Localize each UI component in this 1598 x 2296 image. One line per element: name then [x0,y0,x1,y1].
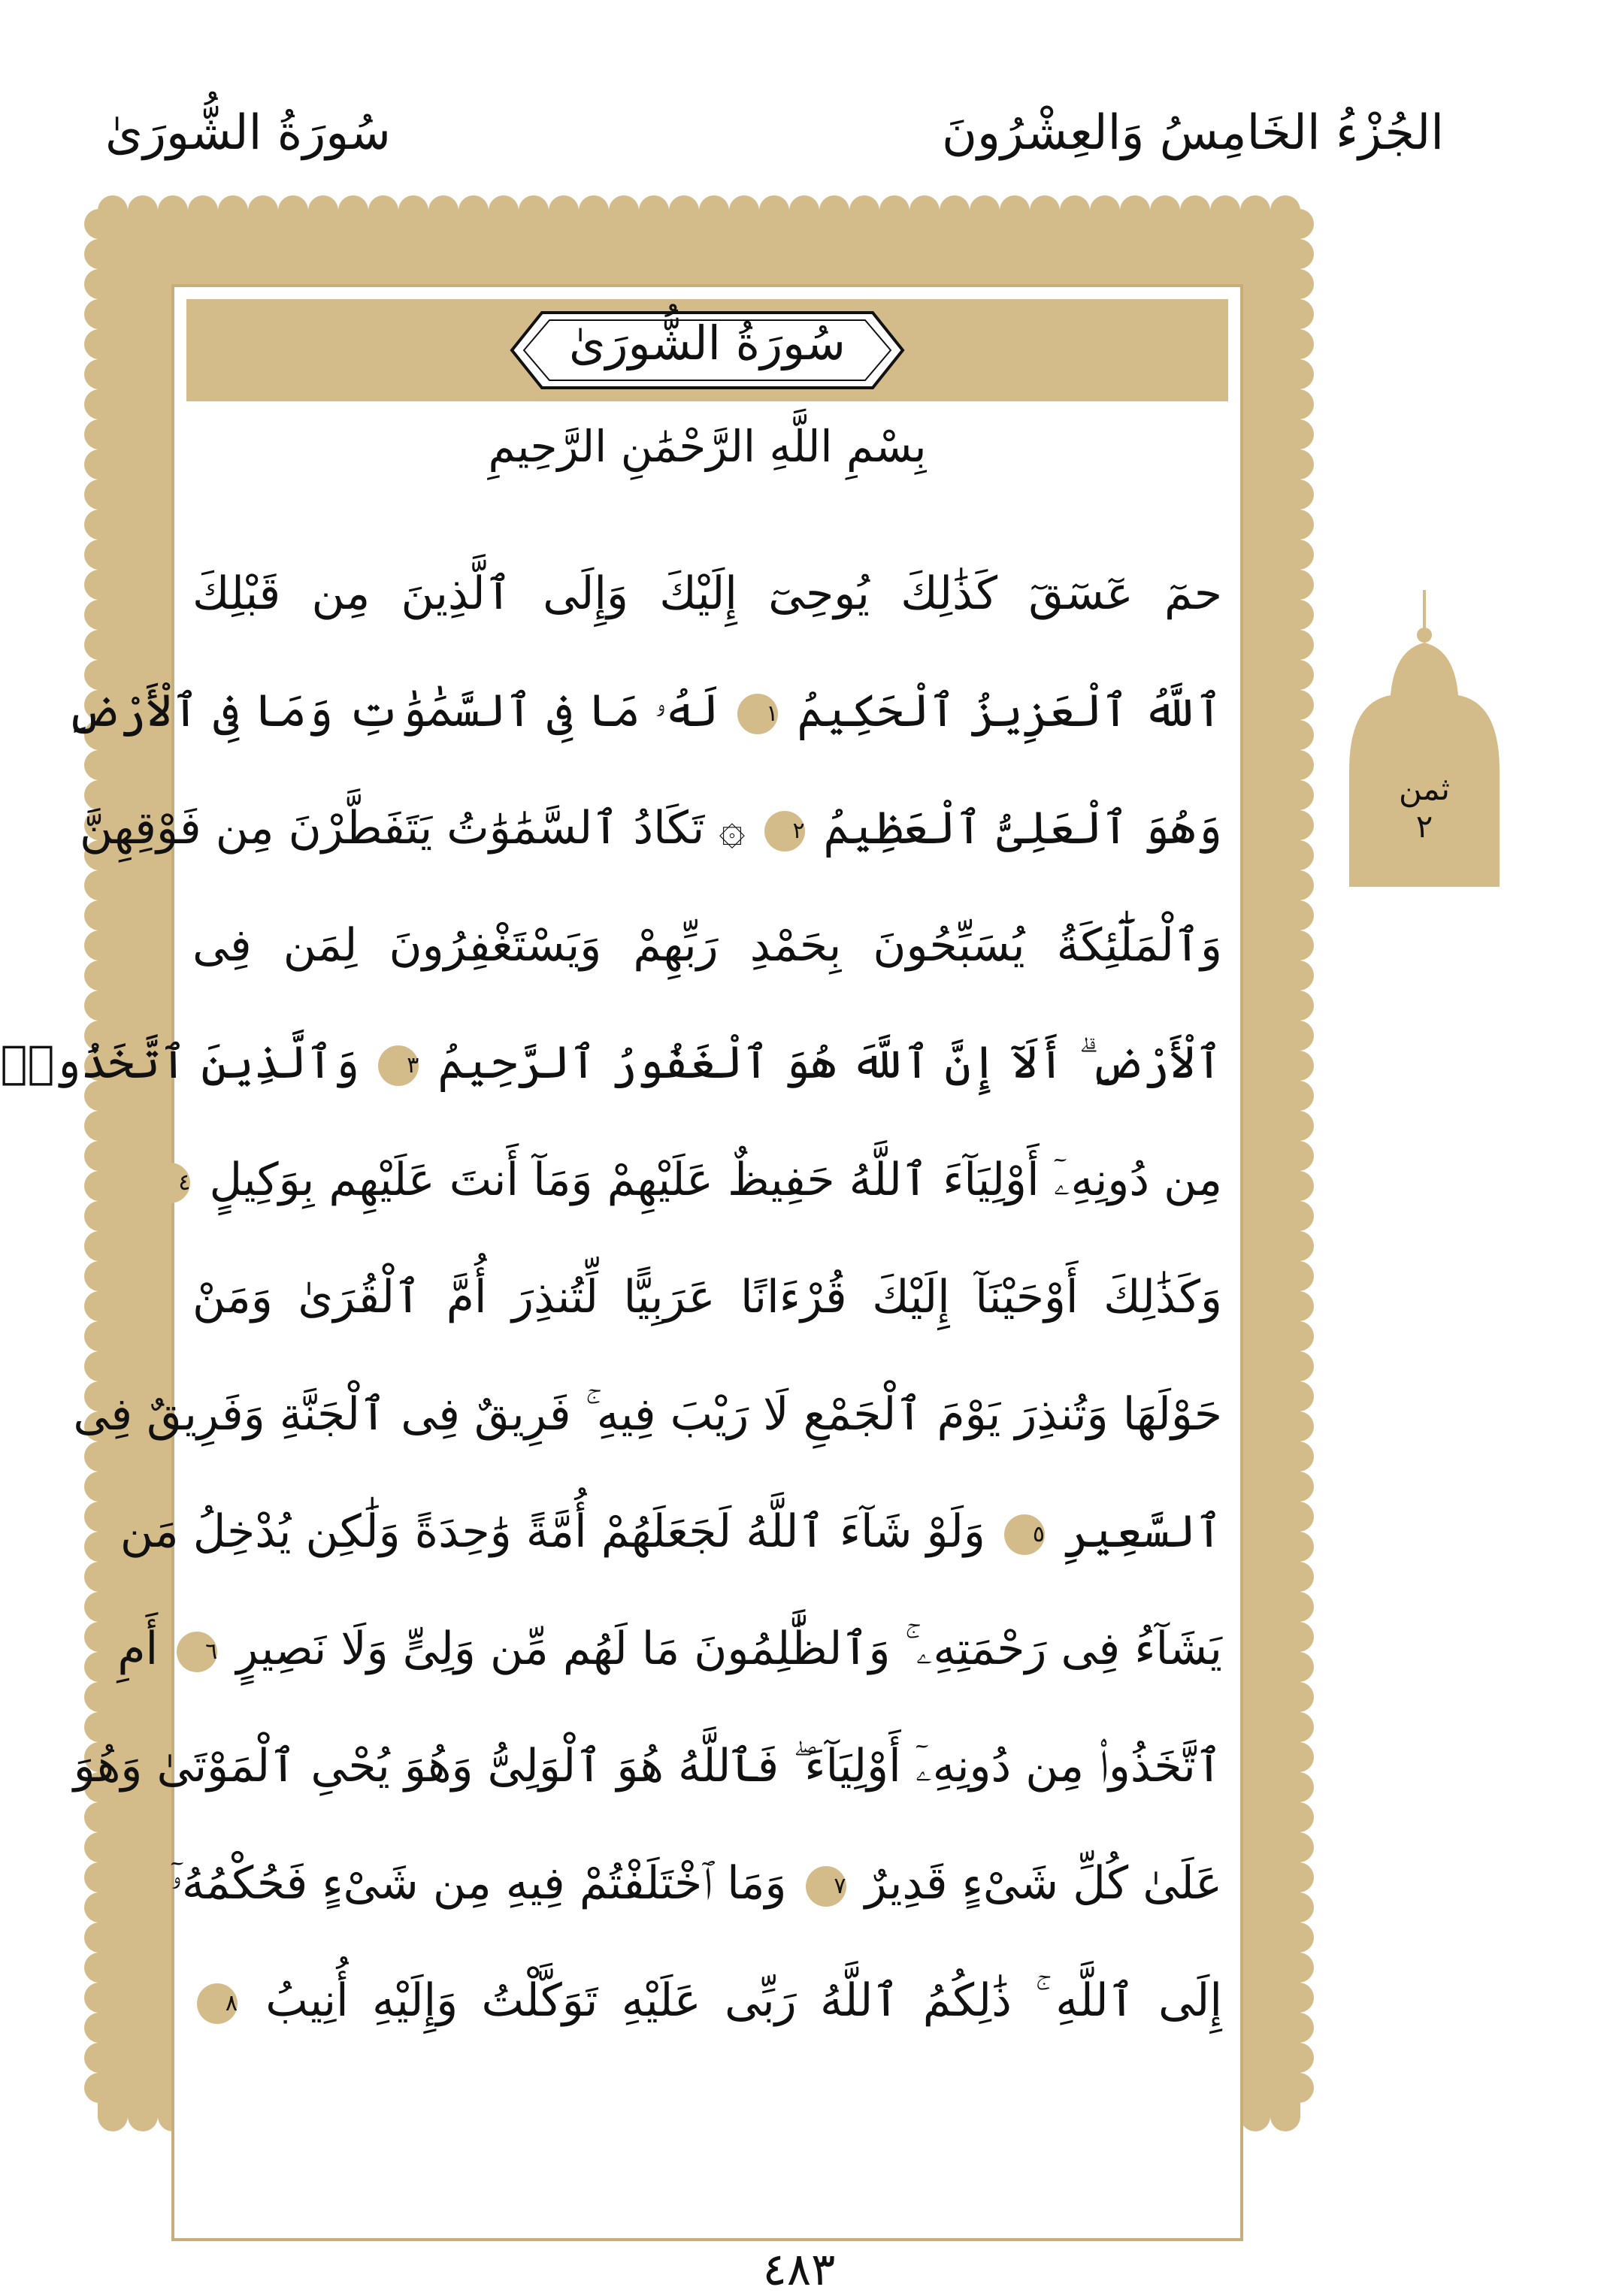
frame-scallop [1284,329,1314,359]
frame-scallop [1284,1802,1314,1832]
frame-scallop [84,2013,114,2043]
frame-scallop [1284,780,1314,810]
frame-scallop [84,449,114,479]
frame-scallop [1240,2101,1270,2131]
verse-text: عَلَىٰ كُلِّ شَىْءٍ قَدِيرٌ [864,1857,1222,1910]
verse-line [192,535,1222,652]
frame-scallop [84,1201,114,1231]
verse-line [120,1473,1222,1590]
verse-text: ٱلْأَرْضِ ۗ أَلَآ إِنَّ ٱللَّهَ هُوَ ٱلْغَفُورُ ٱلرَّحِيمُ [437,1036,1222,1089]
frame-scallop [1284,810,1314,840]
verse-text: أَمِ [117,1623,159,1675]
hizb-marker [1349,590,1500,887]
frame-scallop [669,195,699,225]
frame-scallop [278,195,308,225]
frame-scallop [1284,1742,1314,1772]
frame-scallop [1284,209,1314,239]
frame-scallop [1030,195,1060,225]
frame-scallop [1180,195,1210,225]
verse-number-marker: ٧ [806,1866,846,1907]
frame-scallop [1284,1832,1314,1862]
frame-scallop [1284,1892,1314,1922]
frame-scallop [218,195,248,225]
frame-scallop [1284,419,1314,449]
frame-scallop [1284,389,1314,419]
frame-scallop [1284,2073,1314,2103]
verse-text: ٱللَّهُ ٱلْعَزِيزُ ٱلْحَكِيمُ [797,685,1222,737]
frame-scallop [98,2101,128,2131]
frame-scallop [1284,449,1314,479]
frame-scallop [84,1953,114,1983]
frame-scallop [1284,1562,1314,1592]
frame-scallop [459,195,489,225]
frame-scallop [699,195,729,225]
frame-scallop [1240,195,1270,225]
frame-scallop [879,195,909,225]
frame-scallop [1284,1321,1314,1351]
frame-scallop [1284,600,1314,630]
frame-scallop [84,1652,114,1682]
frame-scallop [1284,1171,1314,1201]
frame-scallop [1284,2013,1314,2043]
verse-number-marker: ٤ [150,1163,190,1203]
frame-scallop [609,195,639,225]
frame-scallop [1284,239,1314,269]
frame-scallop [84,1892,114,1922]
frame-scallop [128,2101,158,2131]
frame-scallop [1284,1141,1314,1171]
verse-text: حَوْلَهَا وَتُنذِرَ يَوْمَ ٱلْجَمْعِ لَا رَيْبَ فِيهِ ۚ فَرِيقٌ فِى ٱلْجَنَّةِ وَفَرِيقٌ فِى [73,1388,1222,1441]
verse-text: لَهُۥ مَا فِى ٱلسَّمَٰوَٰتِ وَمَا فِى ٱلْأَرْضِ [66,685,719,737]
frame-scallop [1284,570,1314,600]
frame-scallop [1284,630,1314,660]
frame-scallop [1284,540,1314,570]
frame-scallop [428,195,459,225]
frame-scallop [1284,720,1314,750]
frame-scallop [1090,195,1120,225]
frame-scallop [1284,1712,1314,1742]
frame-scallop [84,1261,114,1291]
frame-scallop [1284,1953,1314,1983]
verse-number-marker: ٨ [197,1983,238,2024]
frame-scallop [639,195,669,225]
frame-scallop [338,195,368,225]
frame-scallop [1284,1231,1314,1261]
verse-text: ٱلسَّعِيرِ [1064,1505,1222,1558]
frame-scallop [84,1321,114,1351]
verse-text: وَمَا ٱخْتَلَفْتُمْ فِيهِ مِن شَىْءٍ فَحُكْمُهُۥٓ [170,1857,787,1910]
frame-scallop [1284,1592,1314,1622]
frame-scallop [128,195,158,225]
frame-scallop [1284,1983,1314,2013]
hizb-label: ثمن [1399,770,1450,807]
verse-text: وَلَوْ شَآءَ ٱللَّهُ لَجَعَلَهُمْ أُمَّةً وَٰحِدَةً وَلَٰكِن يُدْخِلُ مَن [120,1505,985,1558]
frame-scallop [84,1291,114,1321]
frame-scallop [84,1832,114,1862]
frame-scallop [84,1862,114,1892]
verse-number-marker: ٦ [177,1632,217,1672]
frame-scallop [84,1231,114,1261]
frame-scallop [819,195,849,225]
page-number: ٤٨٣ [762,2243,836,2296]
frame-scallop [1284,2043,1314,2073]
frame-scallop [84,1141,114,1171]
frame-scallop [84,1922,114,1953]
page-content-panel [0,284,1243,2241]
frame-scallop [1270,2101,1300,2131]
frame-scallop [1284,1622,1314,1652]
frame-scallop [1284,299,1314,329]
frame-scallop [729,195,759,225]
basmala: بِسْمِ اللَّهِ الرَّحْمَٰنِ الرَّحِيمِ [488,421,927,472]
verse-text: يَشَآءُ فِى رَحْمَتِهِۦ ۚ وَٱلظَّٰلِمُونَ مَا لَهُم مِّن وَلِىٍّ وَلَا نَصِيرٍ [236,1623,1222,1675]
frame-scallop [248,195,278,225]
surah-header: سُورَةُ الشُّورَىٰ [105,105,391,161]
frame-scallop [1284,479,1314,510]
verse-line [0,1004,1222,1121]
verse-line [73,1356,1222,1473]
verse-line [117,1590,1222,1708]
frame-scallop [579,195,609,225]
frame-scallop [789,195,819,225]
frame-scallop [84,900,114,930]
frame-scallop [84,960,114,991]
frame-scallop [84,479,114,510]
frame-scallop [849,195,879,225]
frame-scallop [188,195,218,225]
frame-scallop [1284,359,1314,389]
verse-line [192,887,1222,1004]
verse-line [66,652,1222,770]
frame-scallop [1284,1351,1314,1381]
frame-scallop [1284,510,1314,540]
frame-scallop [84,540,114,570]
frame-scallop [1284,750,1314,780]
frame-scallop [1000,195,1030,225]
frame-scallop [84,239,114,269]
frame-scallop [1284,1261,1314,1291]
verse-text: ٱتَّخَذُوا۟ مِن دُونِهِۦٓ أَوْلِيَآءَ ۖ فَٱللَّهُ هُوَ ٱلْوَلِىُّ وَهُوَ يُحْىِ ٱلْمَوْتَىٰ وَهُوَ [73,1740,1222,1792]
verse-text: ۞ تَكَادُ ٱلسَّمَٰوَٰتُ يَتَفَطَّرْنَ مِن فَوْقِهِنَّ [79,802,746,855]
frame-scallop [759,195,789,225]
frame-scallop [84,359,114,389]
frame-scallop [1284,1922,1314,1953]
verse-line [178,1121,1222,1239]
frame-scallop [368,195,398,225]
frame-scallop [1284,1381,1314,1411]
frame-scallop [84,419,114,449]
frame-scallop [1284,900,1314,930]
frame-scallop [84,1562,114,1592]
frame-scallop [1284,1021,1314,1051]
surah-title-band [186,299,1228,401]
verse-number-marker: ٢ [764,811,805,852]
verse-line [192,1239,1222,1356]
hizb-number: ٢ [1415,808,1433,845]
frame-scallop [84,1532,114,1562]
frame-scallop [308,195,338,225]
frame-scallop [1284,1051,1314,1081]
verse-lines [0,535,1223,2059]
frame-scallop [1284,660,1314,690]
verse-number-marker: ٣ [378,1045,419,1086]
frame-scallop [84,209,114,239]
frame-scallop [84,1983,114,2013]
frame-scallop [84,2043,114,2073]
verse-line [73,1708,1222,1825]
verse-text: إِلَى ٱللَّهِ ۚ ذَٰلِكُمُ ٱللَّهُ رَبِّى عَلَيْهِ تَوَكَّلْتُ وَإِلَيْهِ أُنِيبُ [265,1974,1223,2027]
frame-scallop [84,1472,114,1502]
frame-scallop [1284,1532,1314,1562]
frame-scallop [1284,1081,1314,1111]
frame-scallop [84,329,114,359]
frame-scallop [84,1171,114,1201]
frame-scallop [158,195,188,225]
frame-scallop [84,269,114,299]
frame-scallop [1150,195,1180,225]
frame-scallop [1284,1472,1314,1502]
frame-scallop [84,570,114,600]
verse-line [79,770,1222,887]
frame-scallop [1284,269,1314,299]
verse-text: حمٓ عٓسٓقٓ كَذَٰلِكَ يُوحِىٓ إِلَيْكَ وَإِلَى ٱلَّذِينَ مِن قَبْلِكَ [192,567,1222,620]
frame-scallop [909,195,940,225]
frame-scallop [970,195,1000,225]
frame-scallop [1284,1201,1314,1231]
frame-scallop [1284,930,1314,960]
frame-scallop [84,1622,114,1652]
verse-number-marker: ٥ [1004,1514,1045,1555]
frame-scallop [1284,840,1314,870]
frame-scallop [1284,1502,1314,1532]
frame-scallop [84,600,114,630]
frame-scallop [84,299,114,329]
frame-scallop [84,1502,114,1532]
verse-text: مِن دُونِهِۦٓ أَوْلِيَآءَ ٱللَّهُ حَفِيظٌ عَلَيْهِمْ وَمَآ أَنتَ عَلَيْهِم بِوَكِيلٍ [209,1154,1222,1206]
frame-scallop [1284,1682,1314,1712]
frame-scallop [1210,195,1240,225]
frame-scallop [1284,1111,1314,1141]
frame-scallop [1284,1772,1314,1802]
frame-scallop [1284,991,1314,1021]
frame-scallop [84,389,114,419]
frame-scallop [1120,195,1150,225]
verse-text: وَٱلْمَلَٰٓئِكَةُ يُسَبِّحُونَ بِحَمْدِ رَبِّهِمْ وَيَسْتَغْفِرُونَ لِمَن فِى [192,919,1222,972]
frame-scallop [84,1592,114,1622]
verse-line [192,1942,1222,2059]
verse-text: وَهُوَ ٱلْعَلِىُّ ٱلْعَظِيمُ [823,802,1222,855]
frame-scallop [398,195,428,225]
frame-scallop [1284,960,1314,991]
verse-text: وَٱلَّذِينَ ٱتَّخَذُوا۟ [0,1036,360,1089]
frame-scallop [1284,1411,1314,1441]
juz-header: الجُزْءُ الخَامِسُ وَالعِشْرُونَ [941,105,1444,161]
frame-scallop [940,195,970,225]
verse-text: وَكَذَٰلِكَ أَوْحَيْنَآ إِلَيْكَ قُرْءَانًا عَرَبِيًّا لِّتُنذِرَ أُمَّ ٱلْقُرَىٰ وَمَنْ [192,1271,1222,1323]
frame-scallop [1284,1291,1314,1321]
frame-scallop [1060,195,1090,225]
verse-number-marker: ١ [737,694,778,734]
frame-scallop [1284,1862,1314,1892]
frame-scallop [84,510,114,540]
frame-scallop [489,195,519,225]
surah-title: سُورَةُ الشُّورَىٰ [568,316,846,371]
frame-scallop [84,930,114,960]
frame-scallop [1284,690,1314,720]
frame-scallop [1284,1441,1314,1472]
verse-line [170,1825,1222,1942]
frame-scallop [84,2073,114,2103]
frame-scallop [1284,870,1314,900]
frame-scallop [1284,1652,1314,1682]
frame-scallop [519,195,549,225]
frame-scallop [549,195,579,225]
